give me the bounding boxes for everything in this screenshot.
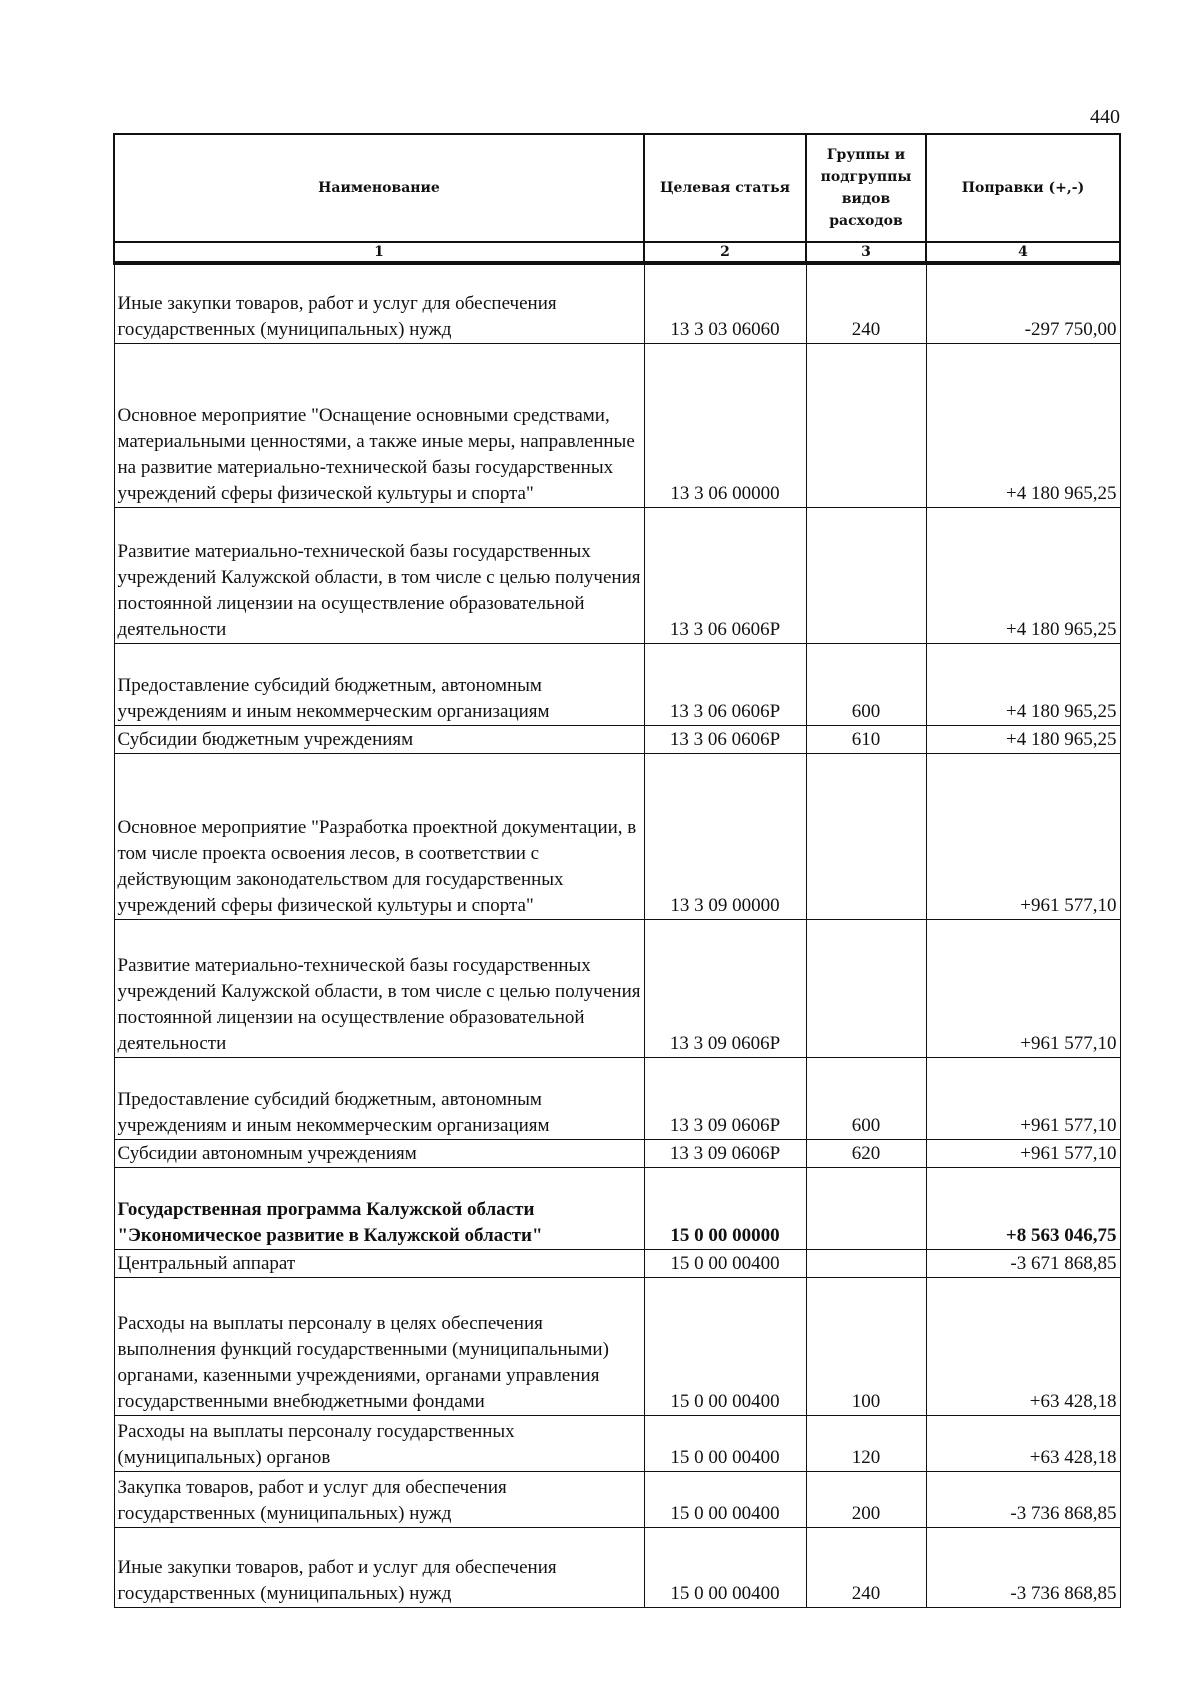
header-name: Наименование — [114, 134, 644, 242]
header-amount: Поправки (+,-) — [926, 134, 1120, 242]
row-group — [806, 919, 926, 1057]
row-name: Основное мероприятие "Разработка проектной документации, в том числе проекта освоения лесов, в соответствии с действующим законодательством для государственных учреждений сферы физической культуры и спорта" — [114, 753, 644, 919]
header-code: Целевая статья — [644, 134, 806, 242]
row-name: Субсидии бюджетным учреждениям — [114, 725, 644, 753]
header-group: Группы и подгруппы видов расходов — [806, 134, 926, 242]
row-group: 600 — [806, 643, 926, 725]
row-amount: +961 577,10 — [926, 1139, 1120, 1167]
row-name: Основное мероприятие "Оснащение основными средствами, материальными ценностями, а также иные меры, направленные на развитие материально-технической базы государственных учреждений сферы физической культуры и спорта" — [114, 343, 644, 507]
row-amount: +4 180 965,25 — [926, 343, 1120, 507]
row-amount: +8 563 046,75 — [926, 1167, 1120, 1249]
table-row — [114, 1139, 1120, 1167]
row-amount: +63 428,18 — [926, 1415, 1120, 1471]
row-code: 13 3 09 0606Р — [644, 919, 806, 1057]
row-group — [806, 343, 926, 507]
row-amount: -3 736 868,85 — [926, 1527, 1120, 1607]
row-code: 13 3 09 0606Р — [644, 1057, 806, 1139]
table-row — [114, 1167, 1120, 1249]
table-row — [114, 643, 1120, 725]
row-code: 13 3 06 0606Р — [644, 725, 806, 753]
row-code: 13 3 09 00000 — [644, 753, 806, 919]
row-group — [806, 507, 926, 643]
row-name: Иные закупки товаров, работ и услуг для обеспечения государственных (муниципальных) нужд — [114, 1527, 644, 1607]
row-name: Государственная программа Калужской области "Экономическое развитие в Калужской области" — [114, 1167, 644, 1249]
row-amount: -3 671 868,85 — [926, 1249, 1120, 1277]
row-code: 15 0 00 00400 — [644, 1415, 806, 1471]
row-amount: +961 577,10 — [926, 753, 1120, 919]
table-row — [114, 343, 1120, 507]
budget-table — [113, 133, 1121, 1608]
table-row — [114, 1527, 1120, 1607]
row-group — [806, 1249, 926, 1277]
row-group: 100 — [806, 1277, 926, 1415]
row-name: Развитие материально-технической базы государственных учреждений Калужской области, в том числе с целью получения постоянной лицензии на осуществление образовательной деятельности — [114, 507, 644, 643]
table-row — [114, 1057, 1120, 1139]
row-name: Иные закупки товаров, работ и услуг для обеспечения государственных (муниципальных) нужд — [114, 263, 644, 343]
table-body — [114, 263, 1120, 1607]
column-number-row — [114, 242, 1120, 263]
row-code: 15 0 00 00400 — [644, 1471, 806, 1527]
table-row — [114, 1471, 1120, 1527]
row-name: Предоставление субсидий бюджетным, автономным учреждениям и иным некоммерческим организациям — [114, 1057, 644, 1139]
column-number: 2 — [644, 242, 806, 263]
row-code: 13 3 03 06060 — [644, 263, 806, 343]
row-name: Центральный аппарат — [114, 1249, 644, 1277]
row-amount: +961 577,10 — [926, 919, 1120, 1057]
row-amount: +63 428,18 — [926, 1277, 1120, 1415]
column-number: 4 — [926, 242, 1120, 263]
column-number: 1 — [114, 242, 644, 263]
row-amount: +4 180 965,25 — [926, 643, 1120, 725]
row-code: 15 0 00 00400 — [644, 1527, 806, 1607]
row-name: Развитие материально-технической базы государственных учреждений Калужской области, в том числе с целью получения постоянной лицензии на осуществление образовательной деятельности — [114, 919, 644, 1057]
row-group — [806, 1167, 926, 1249]
row-group: 120 — [806, 1415, 926, 1471]
row-group: 240 — [806, 1527, 926, 1607]
row-name: Расходы на выплаты персоналу в целях обеспечения выполнения функций государственными (муниципальными) органами, казенными учреждениями, органами управления государственными внебюджетными фондами — [114, 1277, 644, 1415]
row-amount: -3 736 868,85 — [926, 1471, 1120, 1527]
row-code: 13 3 09 0606Р — [644, 1139, 806, 1167]
row-amount: +4 180 965,25 — [926, 725, 1120, 753]
row-group: 240 — [806, 263, 926, 343]
row-name: Субсидии автономным учреждениям — [114, 1139, 644, 1167]
table-row — [114, 919, 1120, 1057]
row-amount: +961 577,10 — [926, 1057, 1120, 1139]
table-row — [114, 507, 1120, 643]
row-group: 200 — [806, 1471, 926, 1527]
row-amount: -297 750,00 — [926, 263, 1120, 343]
table-row — [114, 753, 1120, 919]
row-name: Расходы на выплаты персоналу государственных (муниципальных) органов — [114, 1415, 644, 1471]
row-code: 13 3 06 0606Р — [644, 507, 806, 643]
row-amount: +4 180 965,25 — [926, 507, 1120, 643]
row-code: 13 3 06 0606Р — [644, 643, 806, 725]
column-number: 3 — [806, 242, 926, 263]
row-code: 13 3 06 00000 — [644, 343, 806, 507]
row-code: 15 0 00 00000 — [644, 1167, 806, 1249]
table-row — [114, 1415, 1120, 1471]
page-number: 440 — [1090, 106, 1120, 128]
table-row — [114, 725, 1120, 753]
row-group: 620 — [806, 1139, 926, 1167]
table-row — [114, 1249, 1120, 1277]
row-code: 15 0 00 00400 — [644, 1277, 806, 1415]
row-group: 600 — [806, 1057, 926, 1139]
row-code: 15 0 00 00400 — [644, 1249, 806, 1277]
table-row — [114, 263, 1120, 343]
header-row — [114, 134, 1120, 242]
row-name: Закупка товаров, работ и услуг для обеспечения государственных (муниципальных) нужд — [114, 1471, 644, 1527]
row-group: 610 — [806, 725, 926, 753]
row-name: Предоставление субсидий бюджетным, автономным учреждениям и иным некоммерческим организациям — [114, 643, 644, 725]
table-row — [114, 1277, 1120, 1415]
row-group — [806, 753, 926, 919]
